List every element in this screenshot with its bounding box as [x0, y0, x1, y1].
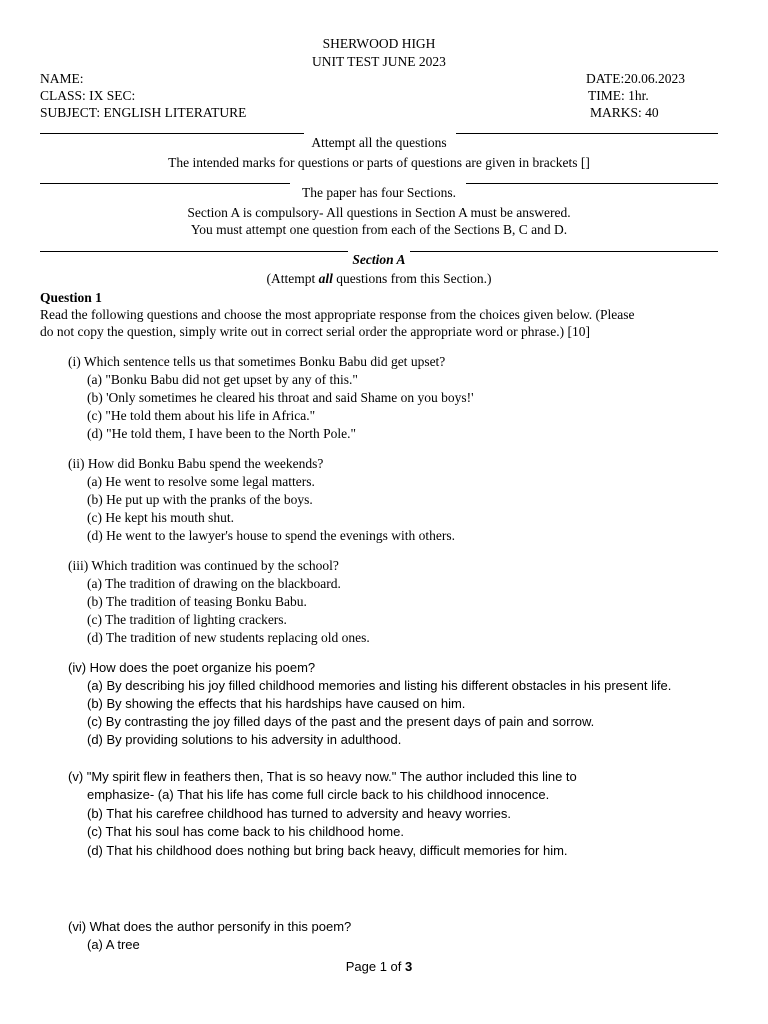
option: (d) He went to the lawyer's house to spend the evenings with others. [87, 528, 455, 543]
option: (a) The tradition of drawing on the blackboard. [87, 576, 341, 591]
class-label: CLASS: IX SEC: [40, 88, 136, 103]
time-label: TIME: 1hr. [588, 88, 649, 103]
section-a-title: Section A [352, 252, 406, 267]
option: (b) That his carefree childhood has turned to adversity and heavy worries. [87, 806, 511, 821]
subquestion-2: (ii) How did Bonku Babu spend the weekends? [68, 456, 324, 471]
option: (c) He kept his mouth shut. [87, 510, 234, 525]
section-a-compulsory-instruction: Section A is compulsory- All questions in Section A must be answered. [187, 205, 571, 220]
option: (b) The tradition of teasing Bonku Babu. [87, 594, 307, 609]
question-instruction-line-1: Read the following questions and choose the most appropriate response from the choices given below. (Please [40, 307, 635, 322]
option: (d) "He told them, I have been to the North Pole." [87, 426, 356, 441]
option: (b) 'Only sometimes he cleared his throat and said Shame on you boys!' [87, 390, 474, 405]
option: (a) By describing his joy filled childhood memories and listing his different obstacles in his present life. [87, 678, 672, 693]
page-number: Page 1 of 3 [345, 959, 413, 974]
question-title: Question 1 [40, 290, 102, 305]
subquestion-1: (i) Which sentence tells us that sometimes Bonku Babu did get upset? [68, 354, 446, 369]
name-label: NAME: [40, 71, 84, 86]
section-a-subtitle: (Attempt all questions from this Section.) [266, 271, 492, 286]
intended-marks-instruction: The intended marks for questions or parts of questions are given in brackets [] [168, 155, 590, 170]
exam-title: UNIT TEST JUNE 2023 [312, 54, 446, 69]
four-sections-instruction: The paper has four Sections. [301, 185, 457, 200]
subquestion-6: (vi) What does the author personify in this poem? [68, 919, 352, 934]
option: (d) The tradition of new students replacing old ones. [87, 630, 370, 645]
option: (c) By contrasting the joy filled days of the past and the present days of pain and sorrow. [87, 714, 595, 729]
subquestion-3: (iii) Which tradition was continued by the school? [68, 558, 339, 573]
option: (d) By providing solutions to his adversity in adulthood. [87, 732, 402, 747]
option: (b) By showing the effects that his hardships have caused on him. [87, 696, 466, 711]
option: (c) That his soul has come back to his childhood home. [87, 824, 404, 839]
option: (a) A tree [87, 937, 140, 952]
option: (c) "He told them about his life in Africa." [87, 408, 316, 423]
option: emphasize- (a) That his life has come full circle back to his childhood innocence. [87, 787, 550, 802]
option: (a) "Bonku Babu did not get upset by any of this." [87, 372, 358, 387]
option: (a) He went to resolve some legal matters. [87, 474, 315, 489]
subquestion-4: (iv) How does the poet organize his poem? [68, 660, 316, 675]
question-instruction-line-2: do not copy the question, simply write out in correct serial order the appropriate word or phrase.) [10] [40, 324, 590, 339]
attempt-all-instruction: Attempt all the questions [311, 135, 447, 150]
marks-label: MARKS: 40 [590, 105, 659, 120]
date-label: DATE:20.06.2023 [586, 71, 685, 86]
attempt-one-instruction: You must attempt one question from each of the Sections B, C and D. [190, 222, 568, 237]
option: (d) That his childhood does nothing but bring back heavy, difficult memories for him. [87, 843, 568, 858]
subquestion-5: (v) "My spirit flew in feathers then, That is so heavy now." The author included this line to [68, 769, 577, 784]
subject-label: SUBJECT: ENGLISH LITERATURE [40, 105, 247, 120]
option: (c) The tradition of lighting crackers. [87, 612, 287, 627]
school-name: SHERWOOD HIGH [322, 36, 436, 51]
option: (b) He put up with the pranks of the boys. [87, 492, 313, 507]
